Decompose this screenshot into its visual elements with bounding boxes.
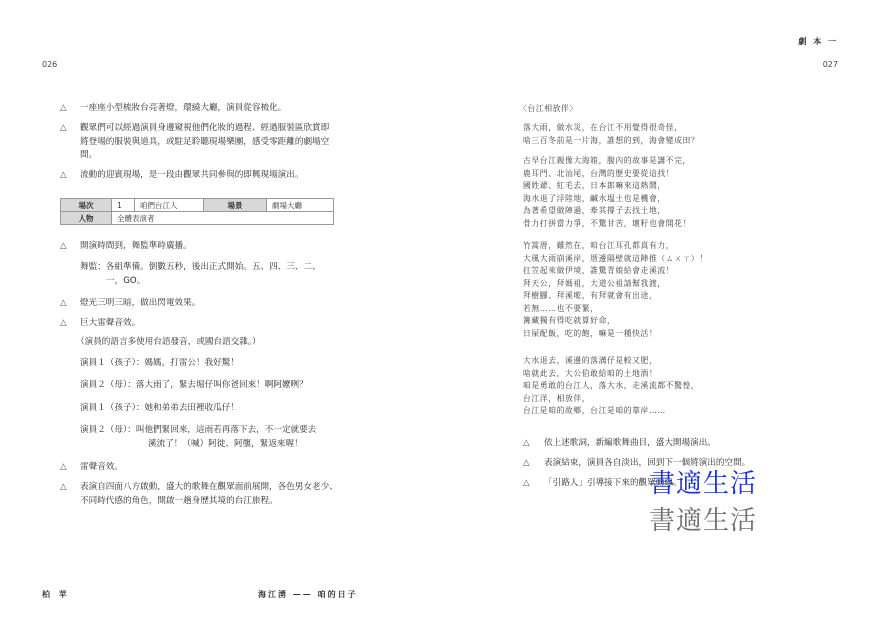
lyric-line: 若無……也不要緊， — [523, 303, 599, 313]
right-page-number: 027 — [822, 60, 838, 69]
lyric-line: 篝藏獨有得吃就算好命， — [523, 316, 616, 325]
stage-direction-8-line-1: 表演自四面八方啟動，盛大的歌舞在觀眾面前展開，各色男女老少、 — [80, 482, 338, 492]
lyric-line: 海水退了浮陸地，鹹水塭土也是機會， — [523, 193, 666, 203]
triangle-bullet-2: △ — [60, 123, 67, 133]
triangle-bullet-3: △ — [60, 170, 67, 180]
dialogue-actor1-a: 演員１（孩子）：媽媽，打雷公！我好驚！ — [80, 358, 239, 368]
table-cell: 咱們台江人 — [135, 199, 204, 212]
table-cell-label: 人物 — [61, 212, 112, 225]
lyric-line: 竹篙厝，雖然在，咱台江耳孔都真有力， — [523, 241, 675, 250]
stage-direction-1: 一座座小型梳妝台亮著燈，環繞大廳，演員從容梳化。 — [80, 103, 287, 113]
table-cell-label: 場次 — [61, 199, 112, 212]
lyric-line: 大水退去，溪邊的落溝仔是較又肥， — [523, 356, 658, 365]
lyric-line: 台江是咱的故鄉，台江是咱的靠岸…… — [523, 406, 666, 415]
lyric-line: 落大雨，做水災，在台江不用覺得很奇怪， — [523, 123, 683, 132]
stage-direction-2-line-3: 間。 — [80, 150, 98, 160]
dialogue-actor2-b-line-1: 演員２（母）：叫他們緊回來，這雨若再落下去，不一定就要去 — [80, 425, 317, 435]
triangle-bullet-4: △ — [60, 241, 67, 251]
lyric-line: 大風大雨崩溪岸，厝邊隔壁就這陣推（ㄙㄨㄚ）！ — [523, 253, 708, 263]
lyric-line: 國姓爺、紅毛去，日本郎嘛來這熱鬧， — [523, 181, 666, 190]
lyric-line: 日屎配飯，吃的飽，嘛是一種快活！ — [523, 328, 658, 338]
table-row — [61, 199, 334, 212]
triangle-bullet-5: △ — [60, 298, 67, 308]
stage-direction-9: 依上述歌詞，新編歌舞曲目，盛大開場演出。 — [544, 438, 716, 448]
triangle-bullet-6: △ — [60, 318, 67, 328]
table-cell: 全體表演者 — [112, 212, 334, 225]
stage-direction-11: 「引路人」引導接下來的觀眾動線。 — [544, 478, 682, 488]
table-row — [61, 212, 334, 225]
watermark-blue: 書適生活 — [649, 469, 758, 499]
stage-direction-3: 流動的迎賓現場，是一段由觀眾共同參與的即興現場演出。 — [80, 170, 304, 180]
dialogue-actor2-a: 演員２（母）：落大雨了，緊去堀仔叫你爸回來！啊阿嬤咧？ — [80, 380, 308, 390]
dialogue-stage-manager-line-1: 舞監：各組準備。倒數五秒，後出正式開始。五、四、三、二、 — [80, 262, 321, 272]
triangle-bullet-8: △ — [60, 482, 67, 492]
stage-direction-6: 巨大雷聲音效。 — [80, 318, 141, 328]
lyric-line: 啥三百冬前是一片海，誰想的到，海會變成田？ — [523, 135, 700, 145]
stage-direction-2-line-2: 將登場的服裝與道具，或駐足聆聽現場樂團，感受零距離的劇場空 — [80, 136, 330, 147]
dialogue-actor2-b-line-2: 溪流了！（喊）阿徙、阿壟，緊返來喔！ — [148, 438, 303, 449]
stage-direction-2-line-1: 觀眾們可以經過演員身邊窺視他們化妝的過程、經過服裝區欣賞即 — [80, 123, 330, 133]
language-note: （演員的語言多使用台語發音，或國台語交雜。） — [76, 337, 261, 347]
triangle-bullet-10: △ — [523, 458, 530, 468]
lyric-line: 扛笠起來做伊境，誰驚青娘給會走溪流！ — [523, 266, 675, 275]
stage-direction-10: 表演結束，演員各自淡出，回到下一個將演出的空間。 — [544, 458, 751, 468]
footer-book-title: 海江湧 —— 咱的日子 — [258, 589, 358, 599]
stage-direction-7: 雷聲音效。 — [80, 462, 123, 472]
triangle-bullet-9: △ — [523, 438, 530, 448]
dialogue-stage-manager-line-2: 一，GO。 — [106, 275, 146, 286]
stage-direction-5: 燈光三明三暗，做出閃電效果。 — [80, 298, 201, 308]
lyric-line: 拜天公，拜媽祖，大道公祖請幫我渡， — [523, 278, 666, 288]
watermark-gray: 書適生活 — [649, 506, 758, 536]
lyric-line: 鹿耳門、北汕尾，台灣的歷史要從這找！ — [523, 168, 675, 178]
table-cell-label: 場景 — [204, 199, 267, 212]
dialogue-actor1-b: 演員１（孩子）：她和弟弟去田裡收瓜仔！ — [80, 403, 239, 413]
running-head: 劇 本 一 — [798, 36, 838, 46]
triangle-bullet-11: △ — [523, 478, 530, 488]
lyric-line: 拜樹腳、拜溪墘，有拜就會有出途， — [523, 291, 658, 300]
scene-info-table — [60, 198, 334, 225]
lyric-line: 古早台江親像大海箱，腹內的故事是講不完， — [523, 156, 691, 165]
stage-direction-8-line-2: 不同時代感的角色，開啟一趟身歷其境的台江旅程。 — [80, 495, 278, 506]
lyric-line: 咱是勇敢的台江人，落大水，走溪流都不驚惶， — [523, 381, 700, 390]
table-cell: 1 — [112, 199, 135, 212]
stage-direction-4: 開演時間到，舞監準時廣播。 — [80, 241, 192, 251]
triangle-bullet-7: △ — [60, 462, 67, 472]
table-cell: 劇場大廳 — [267, 199, 334, 212]
footer-author: 柏 苹 — [42, 589, 70, 599]
triangle-bullet-1: △ — [60, 103, 67, 113]
lyric-line: 啥就此去，大公伯敢給咱的土地酒！ — [523, 368, 658, 378]
lyric-line: 為著希望做陣過，牽其撐子去找土地， — [523, 206, 666, 215]
lyric-line: 骨力打拼當力爭，不驚甘苦，壞籽也會開花！ — [523, 218, 691, 228]
lyric-line: 台江洋，相放伴， — [523, 393, 591, 403]
left-page-number: 026 — [42, 60, 58, 69]
song-title: 〈台江相放伴〉 — [519, 104, 578, 113]
